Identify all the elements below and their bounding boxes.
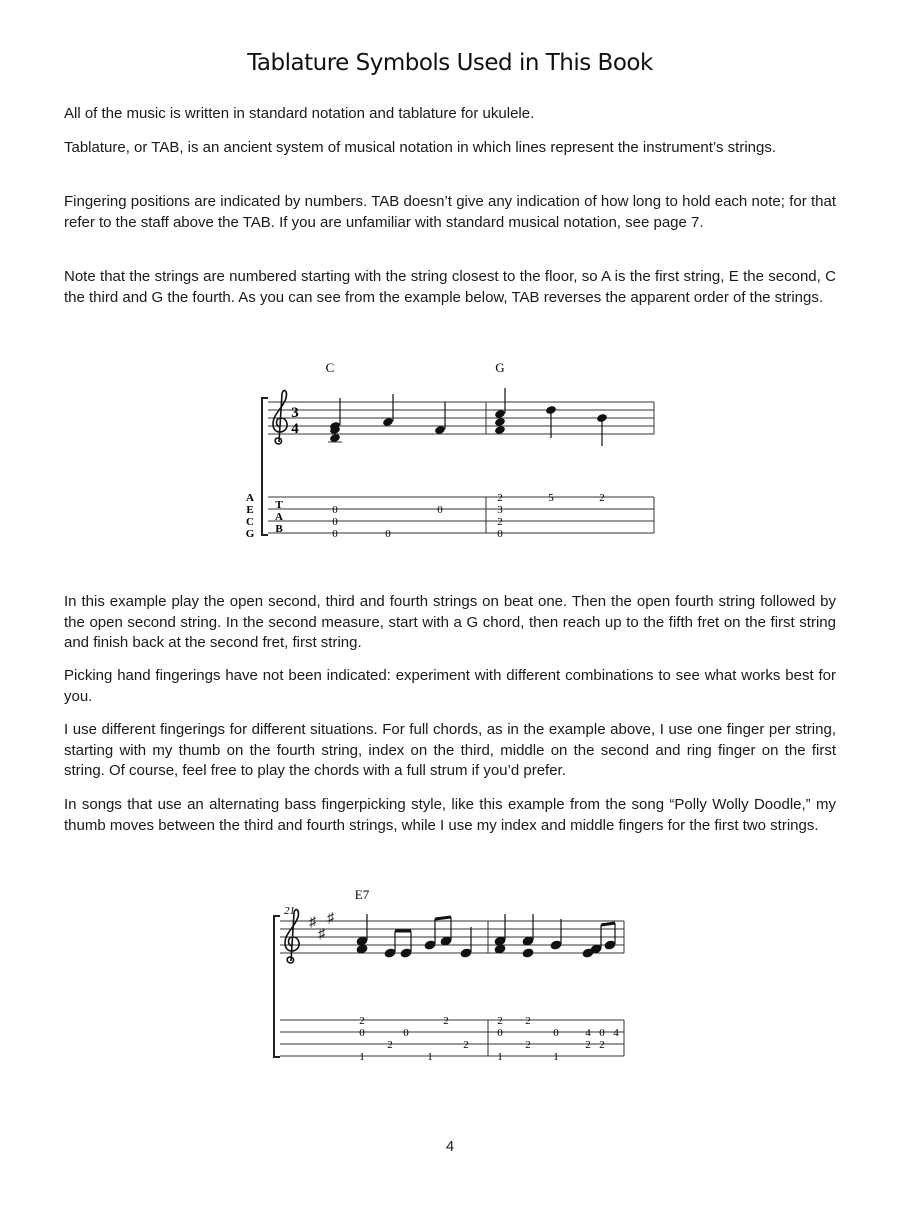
tab-number: 0 (385, 528, 391, 540)
notation-example-1 (230, 352, 670, 552)
tab-number: 0 (437, 504, 443, 516)
measure-number: 21 (284, 905, 295, 917)
tab-number: 4 (613, 1027, 619, 1039)
string-name-g: G (245, 528, 255, 540)
notes-measure-2 (494, 388, 608, 446)
tab-label-t: T (275, 499, 283, 511)
tab-lines (268, 497, 654, 533)
note-head (400, 948, 412, 958)
tab-number: 2 (387, 1039, 393, 1051)
paragraph-example-explanation: In this example play the open second, third and fourth strings on beat one. Then the open fourth string followed by the open second string. In the second measure, start with a G chord, then reach up to the fifth fret on the first string and finish back at the second fret, first string. (64, 593, 836, 651)
tab-number: 2 (497, 1015, 503, 1027)
notation-example-2 (270, 882, 640, 1067)
chord-symbol-c: C (325, 360, 335, 375)
time-signature-top: 3 (291, 405, 299, 421)
note-head (550, 940, 562, 950)
tab-number: 1 (497, 1051, 503, 1063)
tab-number: 0 (497, 1027, 503, 1039)
tab-number: 1 (553, 1051, 559, 1063)
tab-number: 0 (553, 1027, 559, 1039)
note-head (604, 940, 616, 950)
tab-number: 1 (359, 1051, 365, 1063)
system-bracket (262, 398, 268, 535)
paragraph-intro: All of the music is written in standard notation and tablature for ukulele. (64, 105, 535, 122)
chord-symbol-e7: E7 (354, 887, 370, 902)
tab-number: 0 (497, 528, 503, 540)
tab-number: 0 (359, 1027, 365, 1039)
paragraph-fingering: Fingering positions are indicated by numbers. TAB doesn’t give any indication of how long to hold each note; for that refer to the staff above the TAB. If you are unfamiliar with standard musical notation, see page 7. (64, 193, 836, 231)
tab-number: 2 (359, 1015, 365, 1027)
tab-lines (280, 1020, 624, 1056)
treble-clef-icon (285, 910, 299, 963)
sharp-icon: ♯ (327, 911, 334, 926)
paragraph-tablature: Tablature, or TAB, is an ancient system of musical notation in which lines represent the instrument’s strings. (64, 139, 777, 156)
tab-number: 0 (599, 1027, 605, 1039)
note-head (460, 948, 472, 958)
note-head (522, 948, 534, 958)
note-head (384, 948, 396, 958)
tab-number: 0 (403, 1027, 409, 1039)
tab-number: 2 (585, 1039, 591, 1051)
string-name-a: A (246, 492, 254, 504)
tab-number: 2 (497, 492, 503, 504)
tab-number: 4 (585, 1027, 591, 1039)
staff-lines (268, 402, 654, 434)
tab-number: 2 (463, 1039, 469, 1051)
time-signature-bottom: 4 (291, 421, 299, 437)
tab-number: 2 (599, 492, 605, 504)
sharp-icon: ♯ (309, 915, 316, 930)
tab-number: 0 (332, 528, 338, 540)
tab-label-a: A (275, 511, 283, 523)
notes-measure-1 (328, 394, 446, 443)
treble-clef-icon (273, 391, 287, 444)
system-bracket (274, 916, 280, 1057)
string-name-c: C (246, 516, 254, 528)
tab-number: 0 (332, 504, 338, 516)
page-title: Tablature Symbols Used in This Book (247, 50, 653, 76)
page-number: 4 (445, 1138, 455, 1155)
tab-number: 2 (525, 1015, 531, 1027)
tab-number: 2 (525, 1039, 531, 1051)
tab-number: 1 (427, 1051, 433, 1063)
chord-symbol-g: G (495, 360, 505, 375)
tab-number: 0 (332, 516, 338, 528)
tab-number: 2 (497, 516, 503, 528)
paragraph-string-order: Note that the strings are numbered starting with the string closest to the floor, so A is the first string, E the second, C the third and G the fourth. As you can see from the example below, TAB reverses the apparent order of the strings. (64, 268, 836, 306)
paragraph-alternating-bass: In songs that use an alternating bass fingerpicking style, like this example from the song “Polly Wolly Doodle,” my thumb moves between the third and fourth strings, while I use my index and middle fingers for the first two strings. (64, 796, 836, 834)
paragraph-picking-hand: Picking hand fingerings have not been indicated: experiment with different combinations to see what works best for you. (64, 667, 836, 705)
tab-number: 2 (443, 1015, 449, 1027)
note-head (424, 940, 436, 950)
string-name-e: E (246, 504, 254, 516)
sharp-icon: ♯ (318, 927, 325, 942)
tab-label-b: B (275, 523, 283, 535)
tab-number: 5 (548, 492, 554, 504)
tab-number: 2 (599, 1039, 605, 1051)
tab-number: 3 (497, 504, 503, 516)
paragraph-full-chords: I use different fingerings for different situations. For full chords, as in the example above, I use one finger per string, starting with my thumb on the fourth string, index on the third, middle on the second and ring finger on the first string. Of course, feel free to play the chords with a full strum if you’d prefer. (64, 721, 836, 779)
